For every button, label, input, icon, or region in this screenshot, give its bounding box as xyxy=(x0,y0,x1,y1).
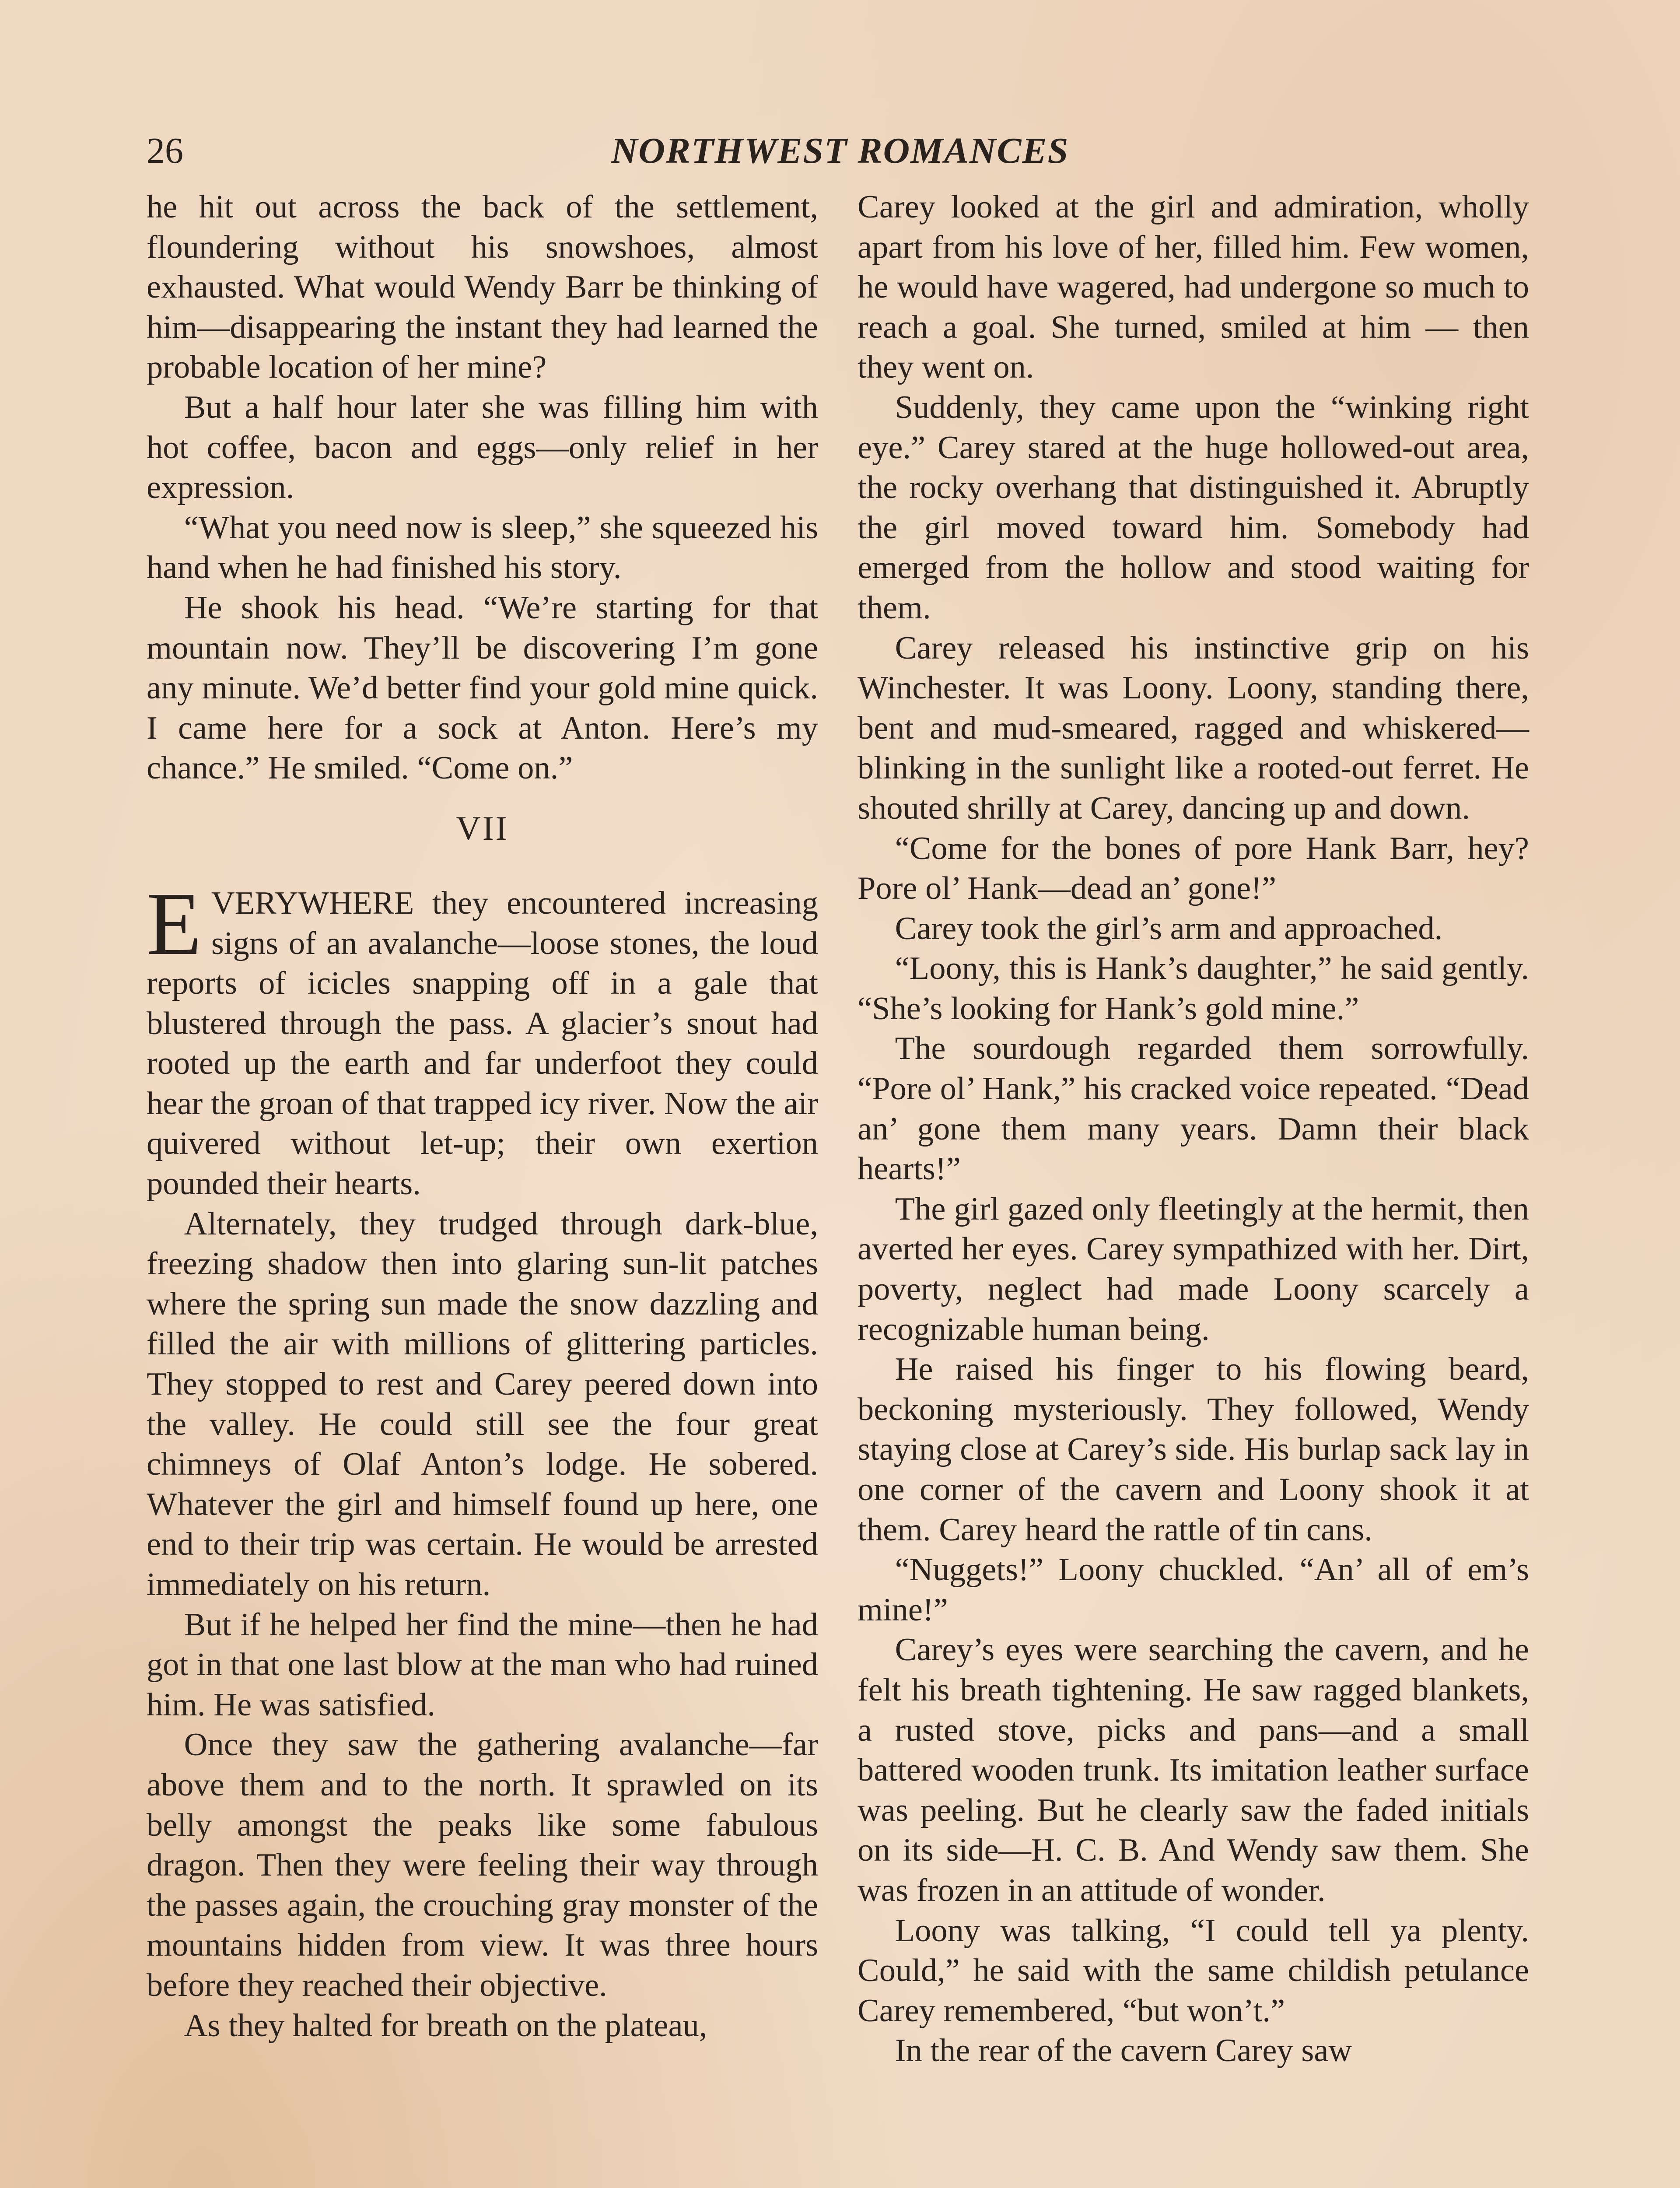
paragraph: Carey took the girl’s arm and approached. xyxy=(895,910,1443,947)
paragraph: he hit out across the back of the settlement, floundering without his snowshoes, almost exhausted. What would Wendy Barr be thinking of him—disappearing the instant they had learned the probable location of her mine? xyxy=(147,189,818,386)
dropcap-paragraph xyxy=(147,873,818,1204)
section-heading: VII xyxy=(456,809,509,847)
paragraph: “Nuggets!” Loony chuckled. “An’ all of em’s mine!” xyxy=(858,1552,1529,1628)
drop-cap: E xyxy=(147,873,202,974)
paragraph: “Loony, this is Hank’s daughter,” he said gently. “She’s looking for Hank’s gold mine.” xyxy=(858,950,1529,1027)
paragraph: Once they saw the gathering avalanche—far above them and to the north. It sprawled on its belly amongst the peaks like some fabulous dragon. Then they were feeling their way through the passes again, the crouching gray monster of the mountains hidden from view. It was three hours before they reached their objective. xyxy=(147,1727,818,2003)
paragraph: “Come for the bones of pore Hank Barr, hey? Pore ol’ Hank—dead an’ gone!” xyxy=(858,830,1529,907)
paragraph: As they halted for breath on the plateau, xyxy=(184,2007,707,2044)
paragraph: He shook his head. “We’re starting for that mountain now. They’ll be discovering I’m gone any minute. We’d better find your gold mine quick. I came here for a sock at Anton. Here’s my chance.” He smiled. “Come on.” xyxy=(147,589,818,786)
left-column xyxy=(147,187,818,2046)
page-number: 26 xyxy=(147,130,183,171)
paragraph: Suddenly, they came upon the “winking right eye.” Carey stared at the huge hollowed-out area, the rocky overhang that distinguished it. Abruptly the girl moved toward him. Somebody had emerged from the hollow and stood waiting for them. xyxy=(858,389,1529,626)
running-title: NORTHWEST ROMANCES xyxy=(611,130,1069,171)
paragraph: “What you need now is sleep,” she squeezed his hand when he had finished his story. xyxy=(147,509,818,586)
paragraph: Carey released his instinctive grip on his Winchester. It was Loony. Loony, standing there, bent and mud-smeared, ragged and whiskered—blinking in the sunlight like a rooted-out ferret. He shouted shrilly at Carey, dancing up and down. xyxy=(858,630,1529,826)
paragraph: Alternately, they trudged through dark-blue, freezing shadow then into glaring sun-lit patches where the spring sun made the snow dazzling and filled the air with millions of glittering particles. They stopped to rest and Carey peered down into the valley. He could still see the four great chimneys of Olaf Anton’s lodge. He sobered. Whatever the girl and himself found up here, one end to their trip was certain. He would be arrested immediately on his return. xyxy=(147,1206,818,1602)
paragraph: Carey looked at the girl and admiration, wholly apart from his love of her, filled him. Few women, he would have wagered, had undergone so much to reach a goal. She turned, smiled at him — then they went on. xyxy=(858,189,1529,386)
paragraph: Loony was talking, “I could tell ya plenty. Could,” he said with the same childish petulance Carey remembered, “but won’t.” xyxy=(858,1912,1529,2029)
dropcap-paragraph-text: VERYWHERE they encountered increasing signs of an avalanche—loose stones, the loud reports of icicles snapping off in a gale that blustered through the pass. A glacier’s snout had rooted up the earth and far underfoot they could hear the groan of that trapped icy river. Now the air quivered without let-up; their own exertion pounded their hearts. xyxy=(147,885,818,1202)
paragraph: But if he helped her find the mine—then he had got in that one last blow at the man who had ruined him. He was satisfied. xyxy=(147,1606,818,1723)
right-column xyxy=(858,187,1529,2071)
paragraph: Carey’s eyes were searching the cavern, and he felt his breath tightening. He saw ragged blankets, a rusted stove, picks and pans—and a small battered wooden trunk. Its imitation leather surface was peeling. But he clearly saw the faded initials on its side—H. C. B. And Wendy saw them. She was frozen in an attitude of wonder. xyxy=(858,1632,1529,1908)
paragraph: But a half hour later she was filling him with hot coffee, bacon and eggs—only relief in her expression. xyxy=(147,389,818,506)
paragraph: In the rear of the cavern Carey saw xyxy=(895,2033,1352,2069)
paragraph: The sourdough regarded them sorrowfully. “Pore ol’ Hank,” his cracked voice repeated. “Dead an’ gone them many years. Damn their black hearts!” xyxy=(858,1031,1529,1187)
paragraph: He raised his finger to his flowing beard, beckoning mysteriously. They followed, Wendy staying close at Carey’s side. His burlap sack lay in one corner of the cavern and Loony shook it at them. Carey heard the rattle of tin cans. xyxy=(858,1351,1529,1548)
paragraph: The girl gazed only fleetingly at the hermit, then averted her eyes. Carey sympathized with her. Dirt, poverty, neglect had made Loony scarcely a recognizable human being. xyxy=(858,1191,1529,1347)
page-header xyxy=(147,127,1533,184)
